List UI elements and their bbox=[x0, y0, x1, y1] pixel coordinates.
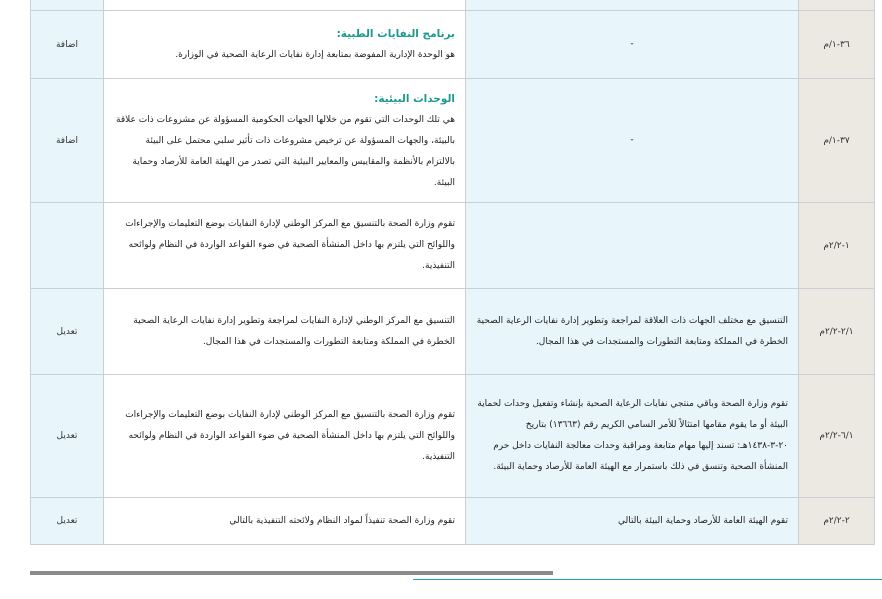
change-type: اضافة bbox=[55, 135, 78, 146]
old-text-cell bbox=[466, 203, 799, 289]
change-type-cell bbox=[31, 0, 104, 11]
table-row bbox=[31, 498, 875, 545]
change-type-cell bbox=[31, 11, 104, 79]
new-text: تقوم وزارة الصحة بالتنسيق مع المركز الوطني لإدارة النفايات بوضع التعليمات والإجراءات واللوائح التي يلتزم بها داخل المنشأة الصحية في ضوء القواعد الواردة في النظام ولوائحه التنفيذية. bbox=[125, 409, 455, 462]
article-number: ٦/١-٢/٢م bbox=[819, 431, 854, 441]
old-text-cell bbox=[466, 289, 799, 375]
footer-divider-gray bbox=[30, 571, 553, 575]
footer-divider-blue bbox=[413, 579, 882, 580]
definition-title: الوحدات البيئية: bbox=[374, 92, 455, 105]
article-number: ٣٧-١/م bbox=[823, 135, 850, 146]
article-number-cell bbox=[799, 498, 875, 545]
change-type: تعديل bbox=[56, 326, 78, 337]
change-type: تعديل bbox=[56, 431, 78, 441]
change-type-cell bbox=[31, 498, 104, 545]
old-text-cell bbox=[466, 79, 799, 203]
article-number: ٢-٢/٢م bbox=[823, 516, 850, 526]
article-number-cell bbox=[799, 375, 875, 498]
new-text: هو الوحدة الإدارية المفوضة بمتابعة إدارة نفايات الرعاية الصحية في الوزارة. bbox=[175, 50, 455, 60]
new-text: التنسيق مع المركز الوطني لإدارة النفايات لمراجعة وتطوير إدارة نفايات الرعاية الصحية الخطرة في المملكة ومتابعة التطورات والمستجدات في هذا المجال. bbox=[133, 315, 455, 347]
old-text: تقوم وزارة الصحة وباقي منتجي نفايات الرعاية الصحية بإنشاء وتفعيل وحدات لحماية البيئة أو ما يقوم مقامها امتثالاً للأمر السامي الكريم رقم (١٣٦٦٣) بتاريخ ٢٠-٣-١٤٣٨هـ: تسند إليها مهام متابعة ومراقبة وحدات معالجة النفايات داخل حرم المنشأة الصحية وتنسق في ذلك باستمرار مع الهيئة العامة للأرصاد وحماية البيئة. bbox=[477, 399, 788, 472]
amendments-table bbox=[30, 0, 875, 545]
change-type-cell bbox=[31, 375, 104, 498]
article-number-cell bbox=[799, 11, 875, 79]
change-type: تعديل bbox=[56, 516, 78, 526]
change-type: اضافة bbox=[55, 39, 78, 50]
table-row bbox=[31, 375, 875, 498]
article-number: ٣٦-١/م bbox=[823, 39, 850, 50]
new-text: تقوم وزارة الصحة تنفيذاً لمواد النظام ولائحته التنفيذية بالتالي bbox=[229, 515, 455, 526]
article-number: ٢/١-٢/٢م bbox=[819, 326, 854, 337]
old-text-cell bbox=[466, 11, 799, 79]
definition-title: برنامج النفايات الطبية: bbox=[336, 28, 455, 40]
new-text: تقوم وزارة الصحة بالتنسيق مع المركز الوطني لإدارة النفايات بوضع التعليمات والإجراءات واللوائح التي يلتزم بها داخل المنشأة الصحية في ضوء القواعد الواردة في النظام ولوائحه التنفيذية. bbox=[125, 219, 455, 271]
new-text-cell bbox=[104, 0, 466, 11]
new-text-cell bbox=[104, 79, 466, 203]
old-text-cell bbox=[466, 498, 799, 545]
article-number: ١-٢/٢م bbox=[823, 240, 850, 251]
table-row bbox=[31, 79, 875, 203]
article-number-cell bbox=[799, 203, 875, 289]
change-type-cell bbox=[31, 289, 104, 375]
old-text: - bbox=[630, 39, 634, 49]
table-row bbox=[31, 289, 875, 375]
new-text-cell bbox=[104, 498, 466, 545]
article-number-cell bbox=[799, 0, 875, 11]
table-row bbox=[31, 203, 875, 289]
new-text-cell bbox=[104, 375, 466, 498]
old-text-cell bbox=[466, 375, 799, 498]
table-row bbox=[31, 11, 875, 79]
article-number-cell bbox=[799, 289, 875, 375]
old-text: تقوم الهيئة العامة للأرصاد وحماية البيئة بالتالي bbox=[617, 515, 788, 526]
table-row bbox=[31, 0, 875, 11]
old-text-cell bbox=[466, 0, 799, 11]
new-text-cell bbox=[104, 11, 466, 79]
new-text: هي تلك الوحدات التي تقوم من خلالها الجهات الحكومية المسؤولة عن مشروعات ذات علاقة بالبيئة، والجهات المسؤولة عن ترخيص مشروعات ذات تأثير سلبي محتمل على البيئة بالالتزام بالأنظمة والمقاييس والمعايير البيئية التي تصدر من الهيئة العامة للأرصاد وحماية البيئة. bbox=[116, 114, 455, 188]
new-text-cell bbox=[104, 203, 466, 289]
article-number-cell bbox=[799, 79, 875, 203]
old-text: التنسيق مع مختلف الجهات ذات العلاقة لمراجعة وتطوير إدارة نفايات الرعاية الصحية الخطرة في المملكة ومتابعة التطورات والمستجدات في هذا المجال. bbox=[476, 315, 788, 347]
change-type-cell bbox=[31, 79, 104, 203]
change-type-cell bbox=[31, 203, 104, 289]
old-text: - bbox=[630, 135, 634, 145]
new-text-cell bbox=[104, 289, 466, 375]
